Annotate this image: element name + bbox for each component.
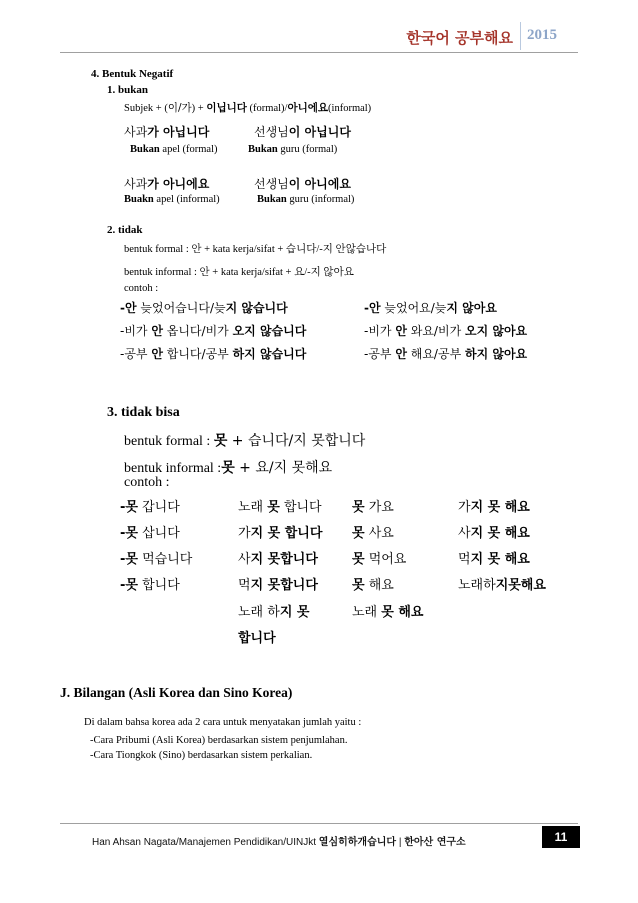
tidak-bisa-formal-rule: bentuk formal : 못 + 습니다/지 못합니다 — [124, 433, 366, 449]
tidak-example-2-right: -비가 안 와요/비가 오지 않아요 — [364, 324, 528, 338]
tidak-example-1-left: -안 늦었어습니다/늦지 않습니다 — [120, 301, 288, 315]
tidak-informal-rule: bentuk informal : 안 + kata kerja/sifat + 요/-지 않아요 — [124, 267, 354, 278]
tidak-bisa-row-3-col-1: -못 먹습니다 — [120, 552, 193, 567]
tidak-example-3-right: -공부 안 해요/공부 하지 않아요 — [364, 347, 528, 361]
tidak-bisa-informal-rule: bentuk informal :못 + 요/지 못해요 — [124, 460, 333, 476]
page-number: 11 — [542, 826, 580, 848]
bukan-example-2-left: 사과가 아니에요 — [124, 177, 210, 191]
tidak-example-3-left: -공부 안 합니다/공부 하지 않습니다 — [120, 347, 307, 361]
tidak-example-1-right: -안 늦었어요/늦지 않아요 — [364, 301, 497, 315]
tidak-bisa-row-2-col-1: -못 삽니다 — [120, 526, 180, 541]
section-heading-bilangan: J. Bilangan (Asli Korea dan Sino Korea) — [60, 685, 293, 700]
subheading-bukan: 1. bukan — [107, 84, 148, 96]
tidak-bisa-row-2-col-4: 사지 못 해요 — [458, 526, 530, 541]
tidak-bisa-row-2-col-3: 못 사요 — [352, 526, 394, 541]
bukan-example-2-right: 선생님이 아니에요 — [254, 177, 351, 191]
tidak-bisa-row-4-col-2: 먹지 못합니다 — [238, 578, 318, 593]
tidak-bisa-row-3-col-3: 못 먹어요 — [352, 552, 407, 567]
tidak-bisa-row-1-col-2: 노래 못 합니다 — [238, 500, 322, 515]
tidak-bisa-row-3-col-2: 사지 못합니다 — [238, 552, 318, 567]
tidak-bisa-extra-2: 합니다 — [238, 631, 276, 646]
header-title: 한국어 공부해요 — [406, 29, 513, 47]
footer-text: Han Ahsan Nagata/Manajemen Pendidikan/UINJkt 열심히하개습니다 | 한아산 연구소 — [92, 837, 466, 848]
tidak-bisa-row-4-col-4: 노래하지못해요 — [458, 578, 546, 593]
header-divider — [520, 22, 521, 50]
tidak-bisa-row-1-col-4: 가지 못 해요 — [458, 500, 530, 515]
tidak-bisa-extra-1-left: 노래 하지 못 — [238, 605, 310, 620]
tidak-bisa-row-4-col-3: 못 해요 — [352, 578, 394, 593]
tidak-bisa-row-2-col-2: 가지 못 합니다 — [238, 526, 323, 541]
bukan-example-1-left: 사과가 아닙니다 — [124, 125, 210, 139]
bilangan-list-item-2: -Cara Tiongkok (Sino) berdasarkan sistem perkalian. — [90, 750, 313, 761]
tidak-bisa-row-1-col-3: 못 가요 — [352, 500, 394, 515]
bukan-translation-1-left: Bukan apel (formal) — [130, 144, 218, 155]
tidak-bisa-contoh: contoh : — [124, 475, 170, 490]
tidak-bisa-extra-1-right: 노래 못 해요 — [352, 605, 424, 620]
bukan-translation-2-right: Bukan guru (informal) — [257, 194, 355, 205]
tidak-example-2-left: -비가 안 옵니다/비가 오지 않습니다 — [120, 324, 307, 338]
tidak-formal-rule: bentuk formal : 안 + kata kerja/sifat + 습니다/-지 안않습나다 — [124, 244, 387, 255]
header-year: 2015 — [527, 27, 557, 43]
footer-rule — [60, 823, 578, 824]
section-heading-negatif: 4. Bentuk Negatif — [91, 68, 174, 80]
bukan-translation-2-left: Buakn apel (informal) — [124, 194, 220, 205]
bukan-example-1-right: 선생님이 아닙니다 — [254, 125, 351, 139]
tidak-contoh: contoh : — [124, 283, 159, 294]
bilangan-paragraph: Di dalam bahsa korea ada 2 cara untuk menyatakan jumlah yaitu : — [84, 717, 362, 728]
bilangan-list-item-1: -Cara Pribumi (Asli Korea) berdasarkan sistem penjumlahan. — [90, 735, 348, 746]
tidak-bisa-row-1-col-1: -못 갑니다 — [120, 500, 180, 515]
tidak-bisa-row-4-col-1: -못 합니다 — [120, 578, 180, 593]
header-rule — [60, 52, 578, 53]
tidak-bisa-row-3-col-4: 먹지 못 해요 — [458, 552, 530, 567]
bukan-translation-1-right: Bukan guru (formal) — [248, 144, 338, 155]
subheading-tidak: 2. tidak — [107, 224, 143, 236]
bukan-formula: Subjek + (이/가) + 이닙니다 (formal)/아니에요(informal) — [124, 102, 372, 114]
subheading-tidak-bisa: 3. tidak bisa — [107, 405, 180, 420]
